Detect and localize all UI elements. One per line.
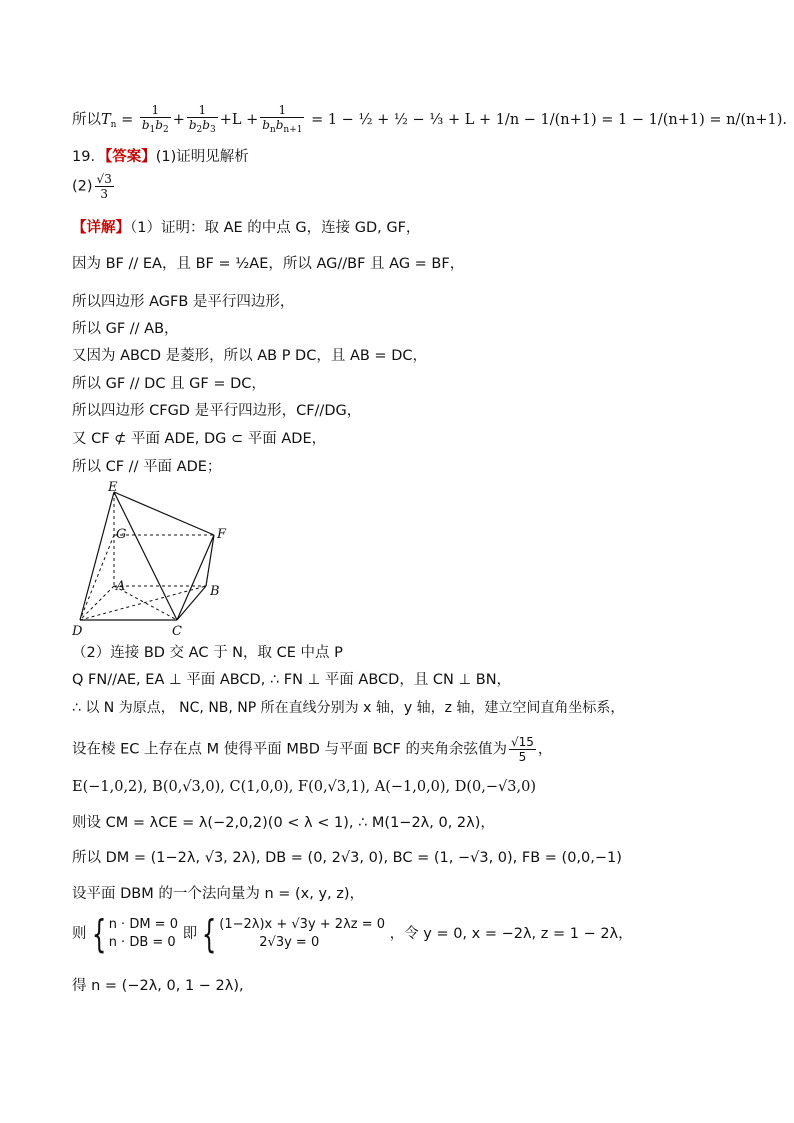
solution-line: 则设 CM = λCE = λ(−2,0,2)(0 < λ < 1), ∴ M(1−2λ, 0, 2λ)， [72,815,495,831]
question-number: 19． [72,149,105,165]
answer-tag: 【答案】 [104,149,156,165]
label-E: E [108,480,118,495]
proof-line: 所以四边形 AGFB 是平行四边形， [72,294,295,310]
answer-part2 [72,172,116,201]
proof-line: 所以 GF // AB， [72,321,179,337]
result-line: 得 n = (−2λ, 0, 1 − 2λ), [72,978,244,994]
label-G: G [116,527,127,542]
coordinates-line: E(−1,0,2), B(0,√3,0), C(1,0,0), F(0,√3,1), A(−1,0,0), D(0,−√3,0) [72,779,536,795]
line-prefix: 所以 [72,112,101,128]
vectors-line: 所以 DM = (1−2λ, √3, 2λ), DB = (0, 2√3, 0), BC = (1, −√3, 0), FB = (0,0,−1) [72,850,622,866]
proof-line: 因为 BF // EA，且 BF = ½AE，所以 AG//BF 且 AG = BF， [72,256,465,272]
solution-line: 设在棱 EC 上存在点 M 使得平面 MBD 与平面 BCF 的夹角余弦值为 $\frac{√15}{5}$ ， [72,735,553,764]
system-1: n · DM = 0 n · DB = 0 [108,917,178,950]
cosine-fraction: $\frac{√15}{5}$ [510,735,534,764]
proof-line: 又 CF ⊄ 平面 ADE, DG ⊂ 平面 ADE， [72,431,327,447]
label-D: D [72,624,83,639]
normal-vector-line: 设平面 DBM 的一个法向量为 n = (x, y, z)， [72,886,365,902]
solid-figure [72,480,242,640]
proof-line: 所以 GF // DC 且 GF = DC， [72,376,266,392]
system-2: (1−2λ)x + √3y + 2λz = 0 2√3y = 0 [219,917,386,950]
detail-line: 【详解】（1）证明：取 AE 的中点 G，连接 GD, GF， [72,220,421,236]
answer-part1: (1)证明见解析 [155,149,249,165]
proof-line: 所以四边形 CFGD 是平行四边形，CF//DG， [72,403,362,419]
label-C: C [172,624,182,639]
part-label: (2) [72,178,93,195]
solution-line: ∴ 以 N 为原点， NC, NB, NP 所在直线分别为 x 轴，y 轴，z 轴，建立空间直角坐标系， [72,700,625,716]
system-line: 则 { n · DM = 0 n · DB = 0 即 { (1−2λ)x + √3y + 2λz = 0 2√3y = 0 ，令 y = 0, x = −2λ, z = 1 − 2λ， [72,912,633,956]
answer-fraction: $\frac{√3}{3}$ [96,172,112,201]
proof-line: 所以 CF // 平面 ADE； [72,459,222,475]
label-A: A [116,579,126,594]
solution-line: Q FN//AE, EA ⊥ 平面 ABCD, ∴ FN ⊥ 平面 ABCD，且 CN ⊥ BN， [72,672,512,688]
solution-line: （2）连接 BD 交 AC 于 N，取 CE 中点 P [72,645,343,661]
answer-line [72,147,249,167]
proof-line: 又因为 ABCD 是菱形，所以 AB P DC，且 AB = DC， [72,348,427,364]
label-F: F [217,527,227,542]
math-T: T [101,112,111,128]
label-B: B [210,584,220,599]
sum-expansion: = 1 − ½ + ½ − ⅓ + L + 1/n − 1/(n+1) = 1 − 1/(n+1) = n/(n+1). [311,112,787,128]
detail-tag: 【详解】 [72,220,130,236]
sum-line: 所以$T_n$ = $\frac{1}{b_1b_2}$ + $\frac{1}{b_2b_3}$ +L + $\frac{1}{b_nb_{n+1}}$ = 1 − ½ + ½ − ⅓ + L + 1/n − 1/(n+1) = 1 − 1/(n+1) = n/(n+1). [72,103,787,135]
